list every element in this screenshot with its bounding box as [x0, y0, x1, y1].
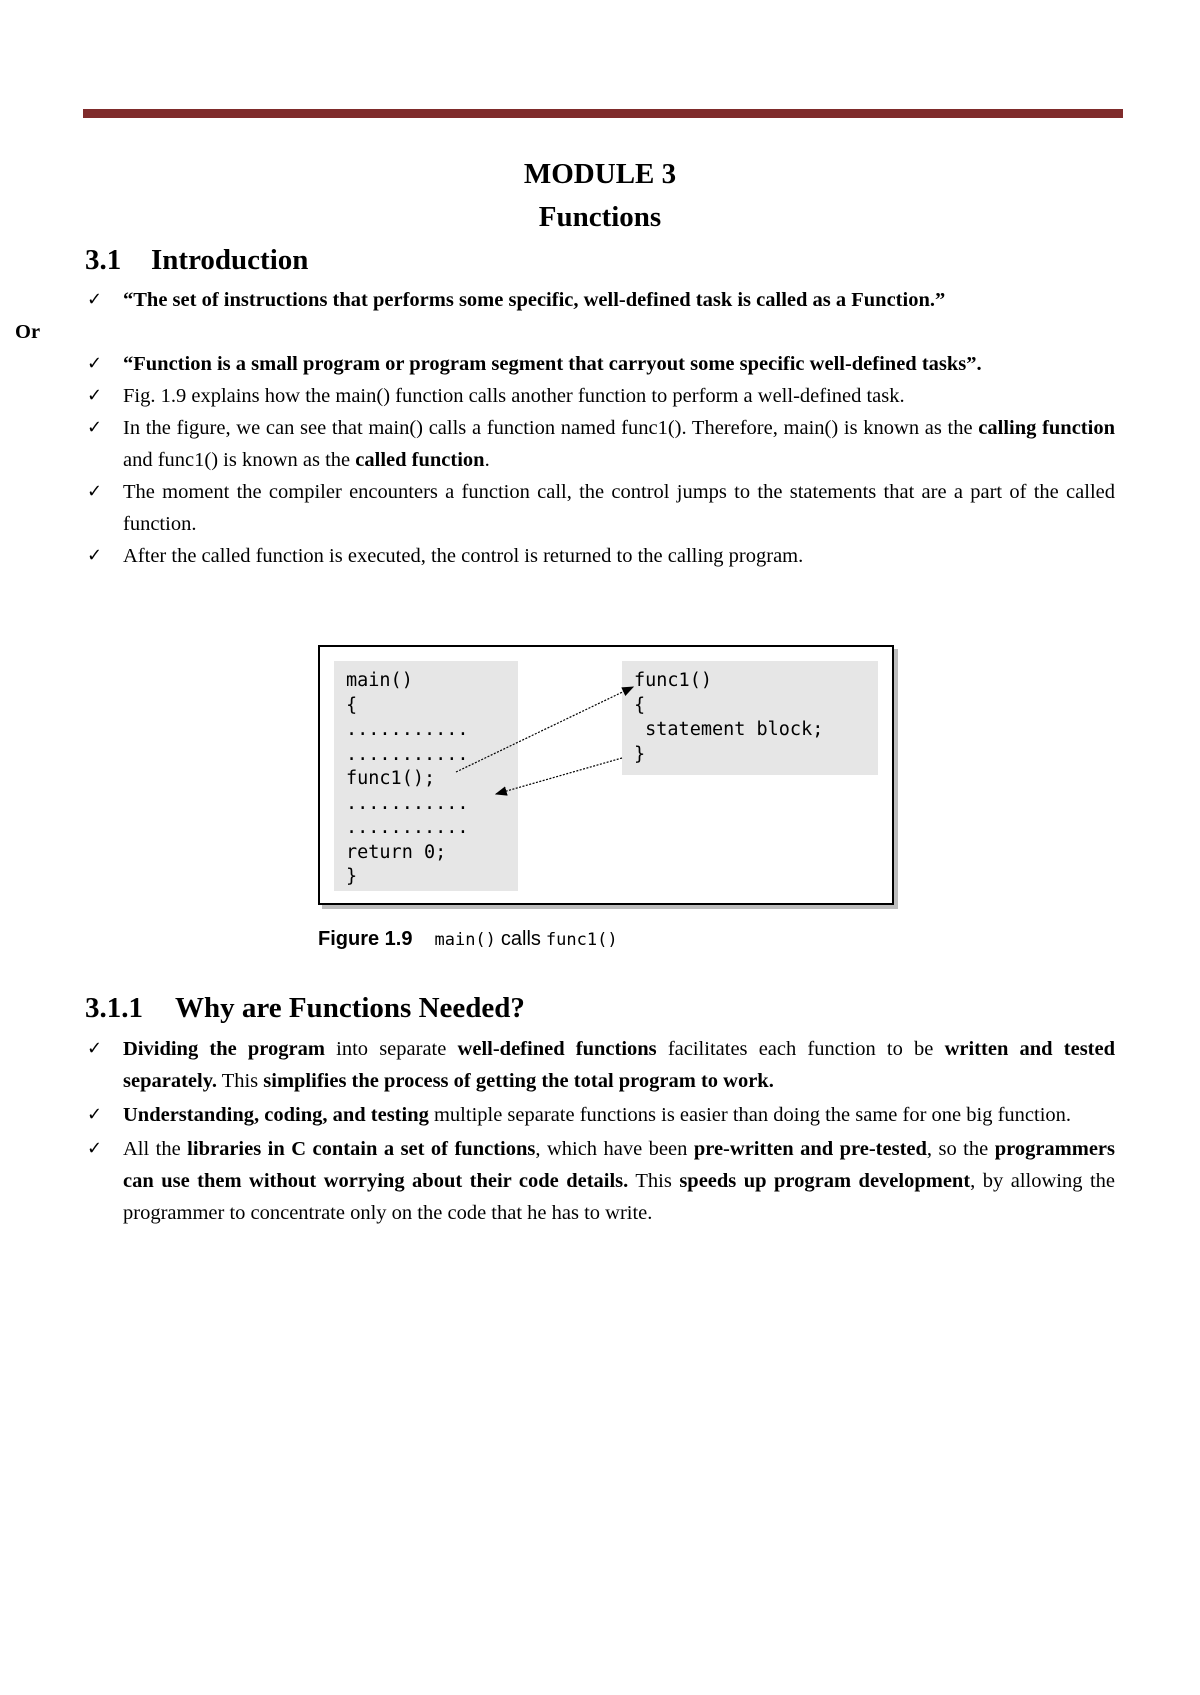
- list-item: ✓ Understanding, coding, and testing multiple separate functions is easier than doing the same for one big function.: [85, 1099, 1115, 1131]
- checkmark-icon: ✓: [87, 545, 103, 566]
- checkmark-icon: ✓: [87, 481, 103, 502]
- module-title: MODULE 3: [523, 158, 677, 190]
- checkmark-icon: ✓: [87, 1138, 103, 1159]
- introduction-list: [15, 284, 1115, 572]
- list-item: ✓ The moment the compiler encounters a function call, the control jumps to the statements that are a part of the called function.: [85, 476, 1115, 540]
- checkmark-icon: ✓: [87, 1038, 103, 1059]
- list-item: [85, 348, 1115, 380]
- checkmark-icon: ✓: [87, 289, 103, 310]
- section-title: Introduction: [151, 244, 309, 276]
- list-item: ✓ All the libraries in C contain a set of functions, which have been pre-written and pre-tested, so the programmers can use them without worrying about their code details. This speeds up program development, by allowing the programmer to concentrate only on the code that he has to write.: [85, 1133, 1115, 1229]
- why-functions-list: [85, 1033, 1115, 1231]
- section-title: Why are Functions Needed?: [175, 992, 525, 1024]
- list-item: ✓ Dividing the program into separate well-defined functions facilitates each function to be written and tested separately. This simplifies the process of getting the total program to work.: [85, 1033, 1115, 1097]
- checkmark-icon: ✓: [87, 417, 103, 438]
- definition-2: “Function is a small program or program segment that carryout some specific well-defined tasks”.: [123, 353, 982, 375]
- main-function-code: main() { ........... ........... func1(); ........... ........... return 0; }: [334, 661, 518, 891]
- checkmark-icon: ✓: [87, 1104, 103, 1125]
- section-heading-introduction: [85, 244, 308, 277]
- checkmark-icon: ✓: [87, 353, 103, 374]
- func1-code: func1() { statement block; }: [622, 661, 878, 775]
- return-arrow: [496, 758, 622, 794]
- header-rule: [83, 109, 1123, 118]
- section-number: 3.1.1: [85, 992, 143, 1024]
- section-heading-why-functions: [85, 992, 525, 1025]
- or-separator: Or: [15, 321, 41, 343]
- module-subject: Functions: [538, 201, 662, 233]
- figure-caption: Figure 1.9 main() calls func1(): [318, 928, 618, 950]
- list-item: ✓ Fig. 1.9 explains how the main() function calls another function to perform a well-defined task.: [85, 380, 1115, 412]
- checkmark-icon: ✓: [87, 385, 103, 406]
- call-arrow: [456, 687, 633, 772]
- definition-1: “The set of instructions that performs some specific, well-defined task is called as a Function.”: [123, 289, 946, 311]
- section-number: 3.1: [85, 244, 122, 276]
- figure-label: Figure 1.9: [318, 928, 413, 950]
- list-item: ✓ In the figure, we can see that main() calls a function named func1(). Therefore, main() is known as the calling function and func1() is known as the called function.: [85, 412, 1115, 476]
- figure-1-9: [318, 645, 894, 905]
- list-item: [85, 284, 1115, 316]
- list-item: ✓ After the called function is executed, the control is returned to the calling program.: [85, 540, 1115, 572]
- call-return-arrows: [320, 647, 892, 903]
